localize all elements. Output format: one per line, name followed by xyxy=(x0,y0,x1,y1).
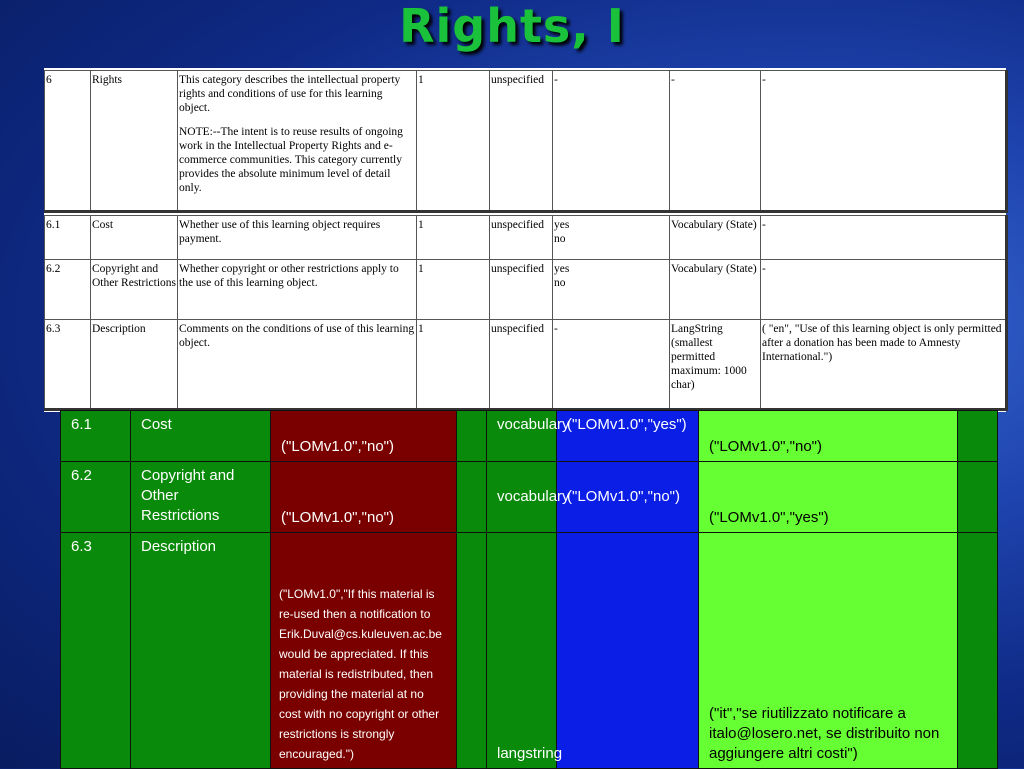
cell-size: 1 xyxy=(417,260,490,320)
cell-name: Description xyxy=(91,320,178,410)
cell-empty xyxy=(958,411,998,462)
cell-blue-value: ("LOMv1.0","no") xyxy=(557,462,699,533)
lom-color-table xyxy=(60,410,998,769)
table-row xyxy=(45,216,1007,260)
cell-values xyxy=(553,216,670,260)
cell-blue-value: ("LOMv1.0","yes") xyxy=(557,411,699,462)
cell-datatype: LangString (smallest permitted maximum: 1000 char) xyxy=(670,320,761,410)
cell-red-value: ("LOMv1.0","If this material is re-used then a notification to Erik.Duval@cs.kuleuven.ac.be would be appreciated. If this material is redistributed, then providing the material at no cost with no copyright or other restrictions is strongly encouraged.") xyxy=(271,533,457,769)
cell-datatype: - xyxy=(670,71,761,212)
cell-example: - xyxy=(761,216,1007,260)
cell-size: 1 xyxy=(417,216,490,260)
cell-blue-value xyxy=(557,533,699,769)
table-row xyxy=(61,411,998,462)
table-row xyxy=(45,71,1007,212)
cell-size: 1 xyxy=(417,320,490,410)
table-row xyxy=(61,533,998,769)
cell-lightgreen-value: ("LOMv1.0","no") xyxy=(699,411,958,462)
cell-example: - xyxy=(761,260,1007,320)
spec-table-category xyxy=(44,70,1008,213)
cell-id: 6.3 xyxy=(45,320,91,410)
description-note: NOTE:--The intent is to reuse results of ongoing work in the Intellectual Property Rights and e-commerce communities. This category currently provides the absolute minimum level of detail only. xyxy=(179,126,403,194)
cell-name: Copyright and Other Restrictions xyxy=(91,260,178,320)
cell-order: unspecified xyxy=(490,320,553,410)
value-no: no xyxy=(554,277,566,289)
description-paragraph: This category describes the intellectual property rights and conditions of use for this learning object. xyxy=(179,74,401,114)
cell-size: 1 xyxy=(417,71,490,212)
cell-id: 6.1 xyxy=(45,216,91,260)
cell-lightgreen-value: ("it","se riutilizzato notificare a italo@losero.net, se distribuito non aggiungere altri costi") xyxy=(699,533,958,769)
cell-empty xyxy=(457,411,487,462)
slide-title: Rights, I xyxy=(399,0,625,53)
cell-description: Whether copyright or other restrictions apply to the use of this learning object. xyxy=(178,260,417,320)
table-row xyxy=(61,462,998,533)
cell-order: unspecified xyxy=(490,216,553,260)
cell-type: langstring xyxy=(487,533,557,769)
cell-empty xyxy=(958,462,998,533)
cell-empty xyxy=(457,533,487,769)
table-row xyxy=(45,320,1007,410)
cell-description xyxy=(178,71,417,212)
value-no: no xyxy=(554,233,566,245)
cell-name: Copyright and Other Restrictions xyxy=(131,462,271,533)
cell-values: - xyxy=(553,320,670,410)
cell-order: unspecified xyxy=(490,71,553,212)
cell-example: ( "en", "Use of this learning object is only permitted after a donation has been made to Amnesty International.") xyxy=(761,320,1007,410)
cell-name: Description xyxy=(131,533,271,769)
spec-table-elements xyxy=(44,215,1008,411)
cell-id: 6.1 xyxy=(61,411,131,462)
cell-description: Whether use of this learning object requires payment. xyxy=(178,216,417,260)
value-yes: yes xyxy=(554,219,570,231)
cell-id: 6.2 xyxy=(45,260,91,320)
cell-type: vocabulary xyxy=(487,411,557,462)
cell-values: - xyxy=(553,71,670,212)
cell-datatype: Vocabulary (State) xyxy=(670,216,761,260)
cell-name: Rights xyxy=(91,71,178,212)
table-row xyxy=(45,260,1007,320)
cell-values xyxy=(553,260,670,320)
cell-red-value: ("LOMv1.0","no") xyxy=(271,411,457,462)
cell-empty xyxy=(457,462,487,533)
cell-datatype: Vocabulary (State) xyxy=(670,260,761,320)
cell-description: Comments on the conditions of use of this learning object. xyxy=(178,320,417,410)
cell-order: unspecified xyxy=(490,260,553,320)
cell-type: vocabulary xyxy=(487,462,557,533)
cell-name: Cost xyxy=(91,216,178,260)
cell-example: - xyxy=(761,71,1007,212)
cell-id: 6.2 xyxy=(61,462,131,533)
cell-id: 6.3 xyxy=(61,533,131,769)
cell-id: 6 xyxy=(45,71,91,212)
cell-lightgreen-value: ("LOMv1.0","yes") xyxy=(699,462,958,533)
cell-name: Cost xyxy=(131,411,271,462)
cell-empty xyxy=(958,533,998,769)
cell-red-value: ("LOMv1.0","no") xyxy=(271,462,457,533)
value-yes: yes xyxy=(554,263,570,275)
